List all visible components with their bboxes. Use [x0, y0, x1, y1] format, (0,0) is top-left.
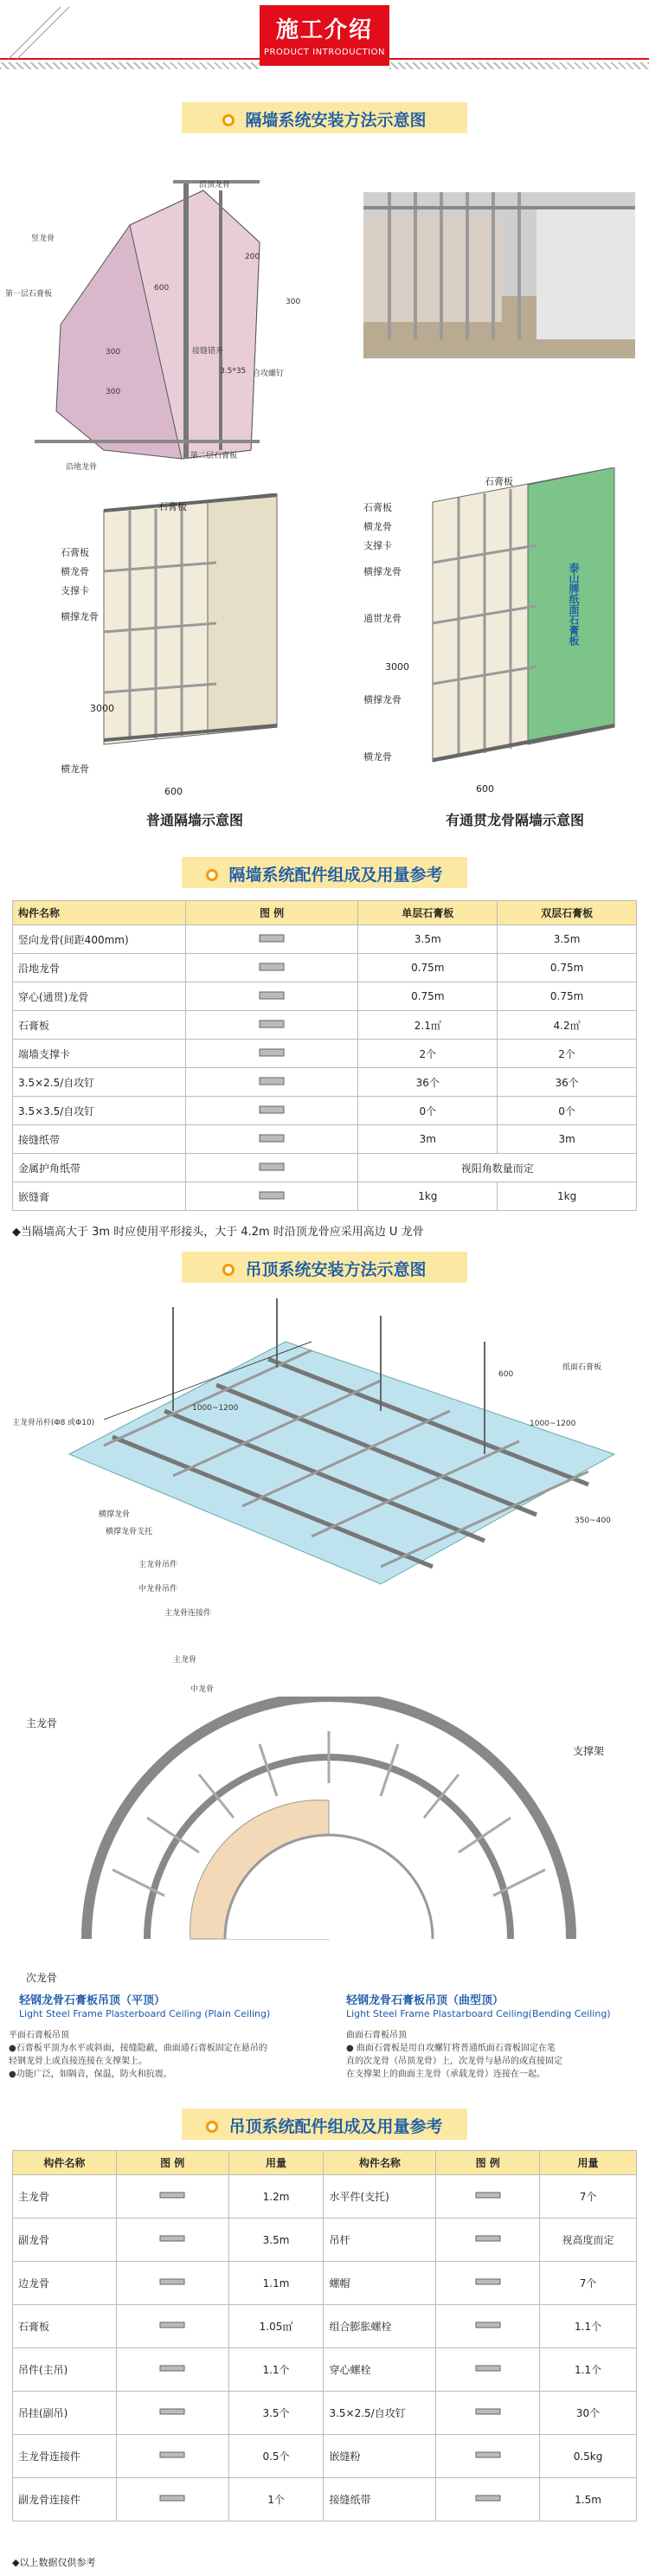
through-partition-diagram — [398, 467, 632, 779]
part-icon — [474, 2189, 502, 2201]
part-name: 端墙支撑卡 — [13, 1040, 186, 1068]
label-d300c: 300 — [106, 388, 121, 396]
part-icon — [474, 2362, 502, 2374]
part-qty: 1.05㎡ — [228, 2305, 324, 2348]
label-d300b: 300 — [106, 348, 121, 357]
ceiling-label-hanger: 主龙骨吊杆(Φ8 或Φ10) — [12, 1419, 95, 1427]
col-icon: 图 例 — [185, 901, 358, 925]
part-qty: 3.5个 — [228, 2392, 324, 2435]
section-title-4: 吊顶系统配件组成及用量参考 — [0, 2114, 649, 2137]
part-double: 0个 — [498, 1097, 637, 1125]
part-double: 2个 — [498, 1040, 637, 1068]
part-name: 副龙骨连接件 — [13, 2478, 117, 2521]
part-icon — [474, 2276, 502, 2288]
section-title-1: 隔墙系统安装方法示意图 — [0, 107, 649, 131]
col-single: 单层石膏板 — [358, 901, 498, 925]
label-vertical-stud: 竖龙骨 — [31, 235, 55, 243]
part-icon-cell — [185, 1068, 358, 1097]
ceiling-label-main-conn: 主龙骨连接件 — [164, 1609, 212, 1618]
col-name: 构件名称 — [13, 901, 186, 925]
part-icon — [258, 989, 286, 1001]
plain-label-clip: 支撑卡 — [61, 585, 89, 596]
part-double: 3m — [498, 1125, 637, 1154]
table-row — [13, 1011, 637, 1040]
part-icon — [258, 1046, 286, 1059]
part-name: 水平件(支托) — [324, 2175, 436, 2219]
part-name: 嵌缝膏 — [13, 1182, 186, 1211]
part-double: 3.5m — [498, 925, 637, 954]
table-header-row — [13, 901, 637, 925]
label-floor-track: 沿地龙骨 — [66, 463, 98, 472]
table-row — [13, 2262, 637, 2305]
label-d600: 600 — [154, 284, 170, 293]
part-name: 竖向龙骨(间距400mm) — [13, 925, 186, 954]
part-qty: 1.1个 — [540, 2305, 637, 2348]
bullet-icon — [222, 1264, 235, 1276]
part-double: 0.75m — [498, 982, 637, 1011]
part-single: 36个 — [358, 1068, 498, 1097]
part-single: 2.1㎡ — [358, 1011, 498, 1040]
part-icon-cell — [436, 2392, 540, 2435]
table-row — [13, 1125, 637, 1154]
part-qty: 1.1个 — [540, 2348, 637, 2392]
part-icon-cell — [116, 2175, 228, 2219]
label-screw: 自攻螺钉 — [253, 370, 285, 378]
part-double: 36个 — [498, 1068, 637, 1097]
part-icon-cell — [185, 982, 358, 1011]
part-name: 沿地龙骨 — [13, 954, 186, 982]
part-icon-cell — [436, 2478, 540, 2521]
ceiling-label-board: 纸面石膏板 — [562, 1363, 602, 1372]
part-qty: 0.5kg — [540, 2435, 637, 2478]
part-icon — [158, 2189, 186, 2201]
arch-right-desc: 曲面石膏板吊顶 ● 曲面石膏板是用自攻螺钉将普通纸面石膏板固定在笔 直的次龙骨（吊顶龙骨）上，次龙骨与悬吊的或直接固定 在支撑架上的曲面主龙骨（承载龙骨）连接在一起。 — [346, 2031, 562, 2079]
label-d200: 200 — [245, 253, 260, 261]
part-icon-cell — [436, 2175, 540, 2219]
ceiling-label-d350: 350~400 — [575, 1517, 611, 1525]
part-icon — [258, 1132, 286, 1144]
part-name: 吊挂(副吊) — [13, 2392, 117, 2435]
part-icon-cell — [116, 2219, 228, 2262]
table-row — [13, 2305, 637, 2348]
header-subtitle: PRODUCT INTRODUCTION — [264, 48, 385, 57]
table-row — [13, 1040, 637, 1068]
table-row — [13, 2392, 637, 2435]
part-name: 石膏板 — [13, 1011, 186, 1040]
part-single: 0个 — [358, 1097, 498, 1125]
part-name: 金属护角纸带 — [13, 1154, 186, 1182]
plain-partition-diagram — [52, 493, 294, 770]
part-icon — [258, 1075, 286, 1087]
ceiling-label-main: 主龙骨 — [173, 1656, 197, 1665]
plain-label-cross: 横龙骨 — [61, 566, 89, 577]
part-icon — [474, 2449, 502, 2461]
bullet-icon — [222, 114, 235, 126]
through-label-board: 石膏板 — [363, 502, 392, 513]
part-icon — [158, 2492, 186, 2504]
part-icon-cell — [436, 2435, 540, 2478]
ceiling-label-d600: 600 — [498, 1370, 514, 1379]
part-icon-cell — [116, 2435, 228, 2478]
wall-note: ◆当隔墙高大于 3m 时应使用平形接头，大于 4.2m 时沿顶龙骨应采用高边 U 龙骨 — [12, 1226, 424, 1239]
plain-label-width: 600 — [164, 786, 183, 797]
part-name: 副龙骨 — [13, 2219, 117, 2262]
table-header-row: 构件名称 图 例 用量 构件名称 图 例 用量 — [13, 2151, 637, 2175]
through-label-through: 通贯龙骨 — [363, 613, 402, 624]
through-label-board-top: 石膏板 — [485, 476, 513, 487]
ceiling-label-d1000b: 1000~1200 — [530, 1420, 576, 1428]
part-icon — [258, 1018, 286, 1030]
table-row — [13, 2175, 637, 2219]
table-row — [13, 2435, 637, 2478]
bullet-icon — [206, 2121, 218, 2133]
part-icon-cell — [116, 2262, 228, 2305]
through-label-width: 600 — [476, 783, 494, 795]
bullet-icon — [206, 869, 218, 881]
part-name: 螺帽 — [324, 2262, 436, 2305]
plain-label-brace: 横撑龙骨 — [61, 611, 99, 622]
part-icon-cell — [436, 2262, 540, 2305]
part-single: 3.5m — [358, 925, 498, 954]
ceiling-label-cross: 横撑龙骨 — [99, 1510, 131, 1519]
part-name: 接缝纸带 — [13, 1125, 186, 1154]
part-double: 0.75m — [498, 954, 637, 982]
arch-right-sub: Light Steel Frame Plastarboard Ceiling(Bending Ceiling) — [346, 2008, 611, 2019]
col-double: 双层石膏板 — [498, 901, 637, 925]
part-icon-cell — [185, 1154, 358, 1182]
ceiling-note: ◆以上数据仅供参考 — [12, 2557, 96, 2568]
table-row — [13, 1097, 637, 1125]
ceiling-label-d1000a: 1000~1200 — [192, 1404, 239, 1413]
part-icon — [158, 2276, 186, 2288]
through-label-brace: 横撑龙骨 — [363, 566, 402, 577]
table-row — [13, 1154, 637, 1182]
arch-right-title: 轻钢龙骨石膏板吊顶（曲型顶） — [346, 1994, 504, 2007]
part-name: 嵌缝粉 — [324, 2435, 436, 2478]
ceiling-parts-table — [12, 2150, 637, 2521]
part-icon — [158, 2319, 186, 2331]
label-layer1: 第一层石膏板 — [5, 290, 53, 299]
section-title-2: 隔墙系统配件组成及用量参考 — [0, 862, 649, 886]
plain-label-board: 石膏板 — [61, 547, 89, 558]
label-screw-size: 3.5*35 — [220, 367, 247, 376]
arch-ceiling-diagram — [52, 1697, 606, 1965]
label-layer2: 第二层石膏板 — [190, 452, 238, 460]
ceiling-label-main-hanger: 主龙骨吊件 — [138, 1561, 178, 1569]
part-qty: 1.1m — [228, 2262, 324, 2305]
part-name: 组合膨胀螺栓 — [324, 2305, 436, 2348]
part-icon-cell — [185, 925, 358, 954]
part-qty: 1.5m — [540, 2478, 637, 2521]
through-label-brace2: 横撑龙骨 — [363, 694, 402, 705]
ceiling-label-joint: 横撑龙骨支托 — [106, 1528, 153, 1536]
arch-left-desc: 平面石膏板吊顶 ●石膏板平顶为水平或斜面，接缝隐蔽，曲面通石膏板固定在悬吊的 轻钢龙骨上或直接连接在支撑架上。 ●功能广泛，如隔音，保温，防火和抗震。 — [9, 2031, 267, 2079]
part-single: 3m — [358, 1125, 498, 1154]
arch-left-sub: Light Steel Frame Plasterboard Ceiling (Plain Ceiling) — [19, 2008, 271, 2019]
ceiling-label-mid: 中龙骨 — [190, 1685, 215, 1694]
part-icon — [158, 2362, 186, 2374]
part-icon-cell — [185, 1097, 358, 1125]
through-label-cross: 横龙骨 — [363, 521, 392, 532]
part-icon-cell — [185, 954, 358, 982]
table-row — [13, 925, 637, 954]
table-row — [13, 2348, 637, 2392]
part-name: 主龙骨 — [13, 2175, 117, 2219]
part-name: 3.5×2.5/自攻钉 — [324, 2392, 436, 2435]
through-label-height: 3000 — [385, 661, 409, 673]
plain-label-height: 3000 — [90, 703, 114, 714]
part-icon — [474, 2405, 502, 2418]
arch-label-main: 主龙骨 — [26, 1717, 58, 1729]
part-icon — [474, 2492, 502, 2504]
part-name: 接缝纸带 — [324, 2478, 436, 2521]
part-name: 穿心螺栓 — [324, 2348, 436, 2392]
through-caption: 有通贯龙骨隔墙示意图 — [445, 812, 584, 828]
part-icon — [158, 2405, 186, 2418]
part-single: 1kg — [358, 1182, 498, 1211]
part-qty: 1.1个 — [228, 2348, 324, 2392]
label-top-track: 沿顶龙骨 — [199, 181, 231, 190]
part-icon — [258, 961, 286, 973]
table-row — [13, 2478, 637, 2521]
part-qty: 视高度而定 — [540, 2219, 637, 2262]
part-icon-cell — [116, 2305, 228, 2348]
table-row — [13, 2219, 637, 2262]
part-name: 石膏板 — [13, 2305, 117, 2348]
part-icon — [158, 2449, 186, 2461]
header-title-box — [260, 5, 389, 66]
part-qty: 0.5个 — [228, 2435, 324, 2478]
header-stripe-left — [0, 62, 260, 69]
wall-parts-table — [12, 900, 637, 1211]
header-title: 施工介绍 — [275, 17, 373, 43]
section-title-3: 吊顶系统安装方法示意图 — [0, 1257, 649, 1280]
part-icon-cell — [185, 1182, 358, 1211]
arch-label-support: 支撑架 — [573, 1745, 605, 1757]
plain-caption: 普通隔墙示意图 — [145, 812, 243, 828]
part-name: 吊件(主吊) — [13, 2348, 117, 2392]
table-row — [13, 954, 637, 982]
part-qty: 7个 — [540, 2175, 637, 2219]
part-double: 4.2㎡ — [498, 1011, 637, 1040]
part-icon — [258, 932, 286, 944]
part-qty: 3.5m — [228, 2219, 324, 2262]
part-qty: 1.2m — [228, 2175, 324, 2219]
part-single: 2个 — [358, 1040, 498, 1068]
part-name: 边龙骨 — [13, 2262, 117, 2305]
brand-vertical-text: 泰山牌纸面石膏板 — [568, 563, 580, 646]
part-icon-cell — [185, 1125, 358, 1154]
part-icon-cell — [436, 2348, 540, 2392]
part-single: 0.75m — [358, 982, 498, 1011]
wall-install-diagram — [0, 164, 355, 467]
part-icon-cell — [436, 2219, 540, 2262]
part-name: 穿心(通贯)龙骨 — [13, 982, 186, 1011]
part-icon — [258, 1161, 286, 1173]
label-seam: 接缝错开 — [192, 347, 224, 356]
arch-label-sub: 次龙骨 — [26, 1972, 58, 1984]
table-row — [13, 1182, 637, 1211]
table-row — [13, 982, 637, 1011]
plain-label-bottom: 横龙骨 — [61, 763, 89, 775]
part-double: 1kg — [498, 1182, 637, 1211]
part-icon-cell — [436, 2305, 540, 2348]
through-label-clip: 支撑卡 — [363, 540, 392, 551]
ceiling-install-diagram — [0, 1290, 649, 1653]
part-icon-cell — [116, 2392, 228, 2435]
part-name: 3.5×3.5/自攻钉 — [13, 1097, 186, 1125]
part-qty: 1个 — [228, 2478, 324, 2521]
part-icon — [474, 2232, 502, 2244]
part-icon-cell — [185, 1040, 358, 1068]
part-icon — [258, 1104, 286, 1116]
header-stripe-right — [389, 62, 649, 69]
arch-left-title: 轻钢龙骨石膏板吊顶（平顶） — [19, 1994, 166, 2007]
part-qty: 7个 — [540, 2262, 637, 2305]
through-label-bottom: 横龙骨 — [363, 751, 392, 763]
part-icon — [158, 2232, 186, 2244]
part-single: 视阳角数量而定 — [358, 1154, 637, 1182]
table-row — [13, 1068, 637, 1097]
part-icon-cell — [116, 2478, 228, 2521]
part-name: 主龙骨连接件 — [13, 2435, 117, 2478]
plain-label-board-top: 石膏板 — [158, 501, 187, 512]
part-name: 吊杆 — [324, 2219, 436, 2262]
part-qty: 30个 — [540, 2392, 637, 2435]
part-single: 0.75m — [358, 954, 498, 982]
part-icon — [474, 2319, 502, 2331]
part-icon-cell — [116, 2348, 228, 2392]
part-name: 3.5×2.5/自攻钉 — [13, 1068, 186, 1097]
construction-photo — [363, 192, 635, 358]
ceiling-label-mid-hanger: 中龙骨吊件 — [138, 1585, 178, 1594]
label-d300a: 300 — [286, 298, 301, 306]
part-icon-cell — [185, 1011, 358, 1040]
part-icon — [258, 1189, 286, 1201]
